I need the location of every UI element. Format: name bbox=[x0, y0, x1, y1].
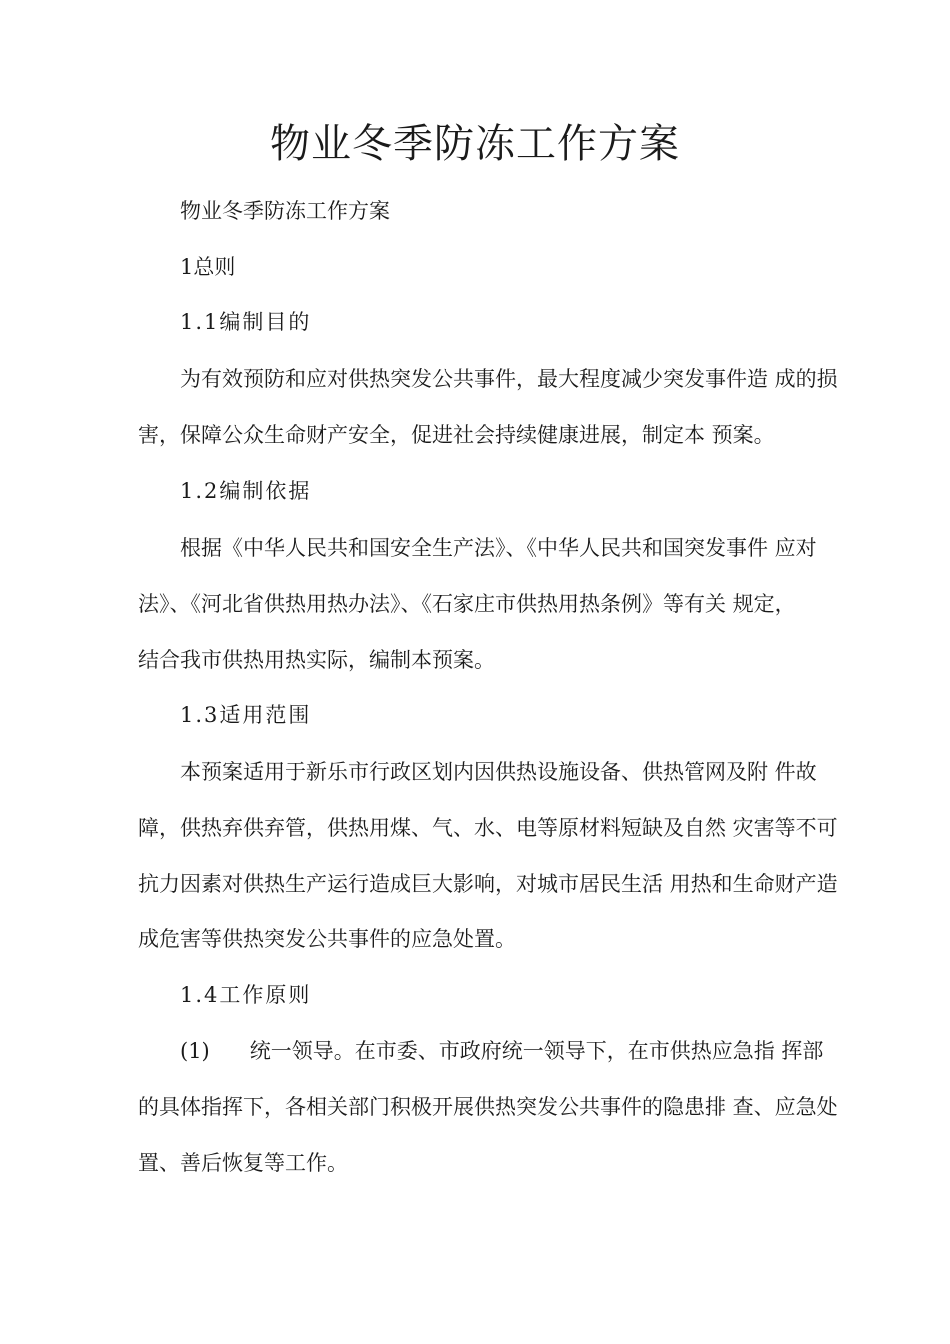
heading-basis: 1.2编制依据 bbox=[180, 479, 312, 503]
paragraph-purpose-line-1: 为有效预防和应对供热突发公共事件，最大程度减少突发事件造 成的损 bbox=[180, 367, 838, 391]
paragraph-principles-line-3: 置、善后恢复等工作。 bbox=[138, 1151, 348, 1175]
list-item-marker: (1) bbox=[180, 1039, 210, 1063]
paragraph-basis-line-1: 根据《中华人民共和国安全生产法》、《中华人民共和国突发事件 应对 bbox=[180, 536, 817, 560]
paragraph-principles-line-2: 的具体指挥下，各相关部门积极开展供热突发公共事件的隐患排 查、应急处 bbox=[138, 1095, 838, 1119]
heading-purpose: 1.1编制目的 bbox=[180, 310, 312, 334]
heading-general: 1总则 bbox=[180, 255, 236, 279]
document-title: 物业冬季防冻工作方案 bbox=[270, 121, 680, 167]
paragraph-scope-line-2: 障，供热弃供弃管，供热用煤、气、水、电等原材料短缺及自然 灾害等不可 bbox=[138, 816, 838, 840]
paragraph-purpose-line-2: 害，保障公众生命财产安全，促进社会持续健康进展，制定本 预案。 bbox=[138, 423, 775, 447]
heading-scope: 1.3适用范围 bbox=[180, 703, 312, 727]
document-subtitle: 物业冬季防冻工作方案 bbox=[180, 199, 390, 223]
paragraph-scope-line-3: 抗力因素对供热生产运行造成巨大影响，对城市居民生活 用热和生命财产造 bbox=[138, 872, 838, 896]
paragraph-principles-text-1: 统一领导。在市委、市政府统一领导下，在市供热应急指 挥部 bbox=[249, 1039, 824, 1063]
paragraph-basis-line-3: 结合我市供热用热实际，编制本预案。 bbox=[138, 648, 495, 672]
paragraph-basis-line-2: 法》、《河北省供热用热办法》、《石家庄市供热用热条例》等有关 规定， bbox=[138, 592, 796, 616]
heading-principles: 1.4工作原则 bbox=[180, 983, 312, 1007]
paragraph-scope-line-4: 成危害等供热突发公共事件的应急处置。 bbox=[138, 927, 516, 951]
paragraph-scope-line-1: 本预案适用于新乐市行政区划内因供热设施设备、供热管网及附 件故 bbox=[180, 760, 817, 784]
paragraph-principles-line-1 bbox=[180, 1036, 823, 1066]
